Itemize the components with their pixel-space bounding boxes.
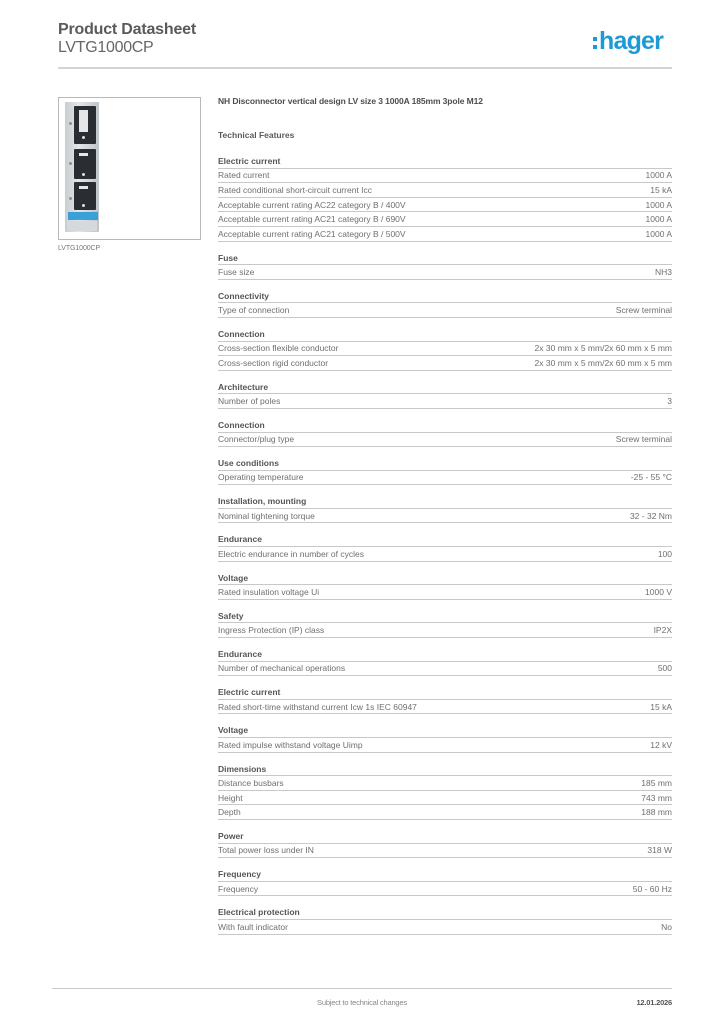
feature-row [218,212,672,227]
feature-label: Acceptable current rating AC21 category B / 690V [218,214,406,225]
feature-label: Distance busbars [218,777,284,788]
product-name: NH Disconnector vertical design LV size 3 1000A 185mm 3pole M12 [218,96,483,106]
feature-label: Rated insulation voltage Ui [218,587,320,598]
feature-label: Acceptable current rating AC22 category B / 400V [218,199,406,210]
feature-value: 1000 A [645,170,672,181]
feature-section [218,327,672,371]
feature-section [218,571,672,600]
feature-value: 500 [657,663,672,674]
feature-value: 100 [657,548,672,559]
section-heading: Electric current [218,685,672,700]
feature-value: 2x 30 mm x 5 mm/2x 60 mm x 5 mm [534,343,672,354]
feature-section [218,289,672,318]
feature-row [218,623,672,638]
feature-row [218,509,672,524]
section-heading: Connection [218,327,672,342]
feature-row [218,776,672,791]
section-heading: Voltage [218,723,672,738]
feature-value: No [661,921,672,932]
section-heading: Dimensions [218,762,672,777]
page-title: Product Datasheet [58,21,196,38]
header-divider [58,67,672,69]
feature-value: 50 - 60 Hz [632,883,672,894]
feature-label: Rated current [218,170,270,181]
feature-row [218,394,672,409]
feature-label: Rated short-time withstand current Icw 1s IEC 60947 [218,701,417,712]
feature-row [218,198,672,213]
section-heading: Frequency [218,867,672,882]
feature-label: Total power loss under IN [218,845,314,856]
feature-label: Operating temperature [218,472,304,483]
feature-label: With fault indicator [218,921,288,932]
section-heading: Installation, mounting [218,494,672,509]
feature-row [218,183,672,198]
feature-row [218,738,672,753]
section-heading: Safety [218,609,672,624]
feature-row [218,303,672,318]
feature-value: 185 mm [641,777,672,788]
technical-features-table [218,154,672,944]
feature-section [218,456,672,485]
feature-value: 12 kV [650,739,672,750]
section-heading: Connectivity [218,289,672,304]
feature-label: Number of poles [218,396,281,407]
feature-section [218,685,672,714]
feature-row [218,169,672,184]
feature-row [218,791,672,806]
feature-section [218,154,672,242]
feature-row [218,662,672,677]
feature-value: IP2X [653,625,672,636]
feature-label: Acceptable current rating AC21 category B / 500V [218,228,406,239]
feature-value: 32 - 32 Nm [629,510,672,521]
feature-label: Rated conditional short-circuit current Icc [218,184,373,195]
technical-features-title: Technical Features [218,130,295,140]
feature-section [218,723,672,752]
feature-row [218,920,672,935]
feature-label: Nominal tightening torque [218,510,315,521]
feature-value: 1000 A [645,214,672,225]
footer-date: 12.01.2026 [636,998,672,1007]
feature-label: Frequency [218,883,259,894]
section-heading: Voltage [218,571,672,586]
feature-section [218,418,672,447]
section-heading: Endurance [218,532,672,547]
feature-section [218,251,672,280]
feature-section [218,905,672,934]
section-heading: Architecture [218,380,672,395]
feature-value: 3 [667,396,672,407]
feature-value: 1000 A [645,228,672,239]
feature-value: -25 - 55 °C [630,472,672,483]
feature-label: Cross-section flexible conductor [218,343,339,354]
disconnector-illustration [65,102,99,232]
section-heading: Fuse [218,251,672,266]
feature-section [218,867,672,896]
section-heading: Electric current [218,154,672,169]
section-heading: Endurance [218,647,672,662]
feature-value: 743 mm [641,792,672,803]
section-heading: Connection [218,418,672,433]
feature-row [218,471,672,486]
footer-divider [52,988,672,989]
feature-row [218,700,672,715]
section-heading: Power [218,829,672,844]
feature-row [218,805,672,820]
feature-label: Fuse size [218,266,255,277]
product-reference: LVTG1000CP [58,39,154,56]
feature-row [218,844,672,859]
section-heading: Use conditions [218,456,672,471]
feature-row [218,356,672,371]
feature-value: Screw terminal [615,305,672,316]
feature-label: Rated impulse withstand voltage Uimp [218,739,363,750]
feature-value: 318 W [647,845,672,856]
feature-row [218,265,672,280]
footer-note: Subject to technical changes [317,998,407,1007]
feature-row [218,585,672,600]
feature-section [218,380,672,409]
feature-label: Height [218,792,243,803]
feature-label: Depth [218,807,241,818]
feature-row [218,882,672,897]
section-heading: Electrical protection [218,905,672,920]
product-image [58,97,201,240]
feature-row [218,227,672,242]
feature-label: Type of connection [218,305,290,316]
feature-section [218,494,672,523]
feature-section [218,829,672,858]
feature-value: 188 mm [641,807,672,818]
feature-section [218,647,672,676]
logo-text: hager [599,26,664,55]
feature-row [218,433,672,448]
feature-value: NH3 [654,266,672,277]
feature-value: 2x 30 mm x 5 mm/2x 60 mm x 5 mm [534,357,672,368]
feature-section [218,762,672,820]
feature-label: Ingress Protection (IP) class [218,625,325,636]
feature-row [218,342,672,357]
feature-section [218,609,672,638]
image-caption: LVTG1000CP [58,245,101,252]
feature-label: Electric endurance in number of cycles [218,548,364,559]
feature-value: 1000 V [645,587,672,598]
feature-value: 15 kA [650,701,672,712]
feature-row [218,547,672,562]
feature-label: Number of mechanical operations [218,663,346,674]
blue-label-strip [68,212,98,220]
logo-colon-icon [593,37,597,49]
feature-label: Cross-section rigid conductor [218,357,329,368]
feature-value: 1000 A [645,199,672,210]
feature-label: Connector/plug type [218,434,295,445]
hager-logo [593,26,663,56]
feature-value: Screw terminal [615,434,672,445]
feature-section [218,532,672,561]
feature-value: 15 kA [650,184,672,195]
